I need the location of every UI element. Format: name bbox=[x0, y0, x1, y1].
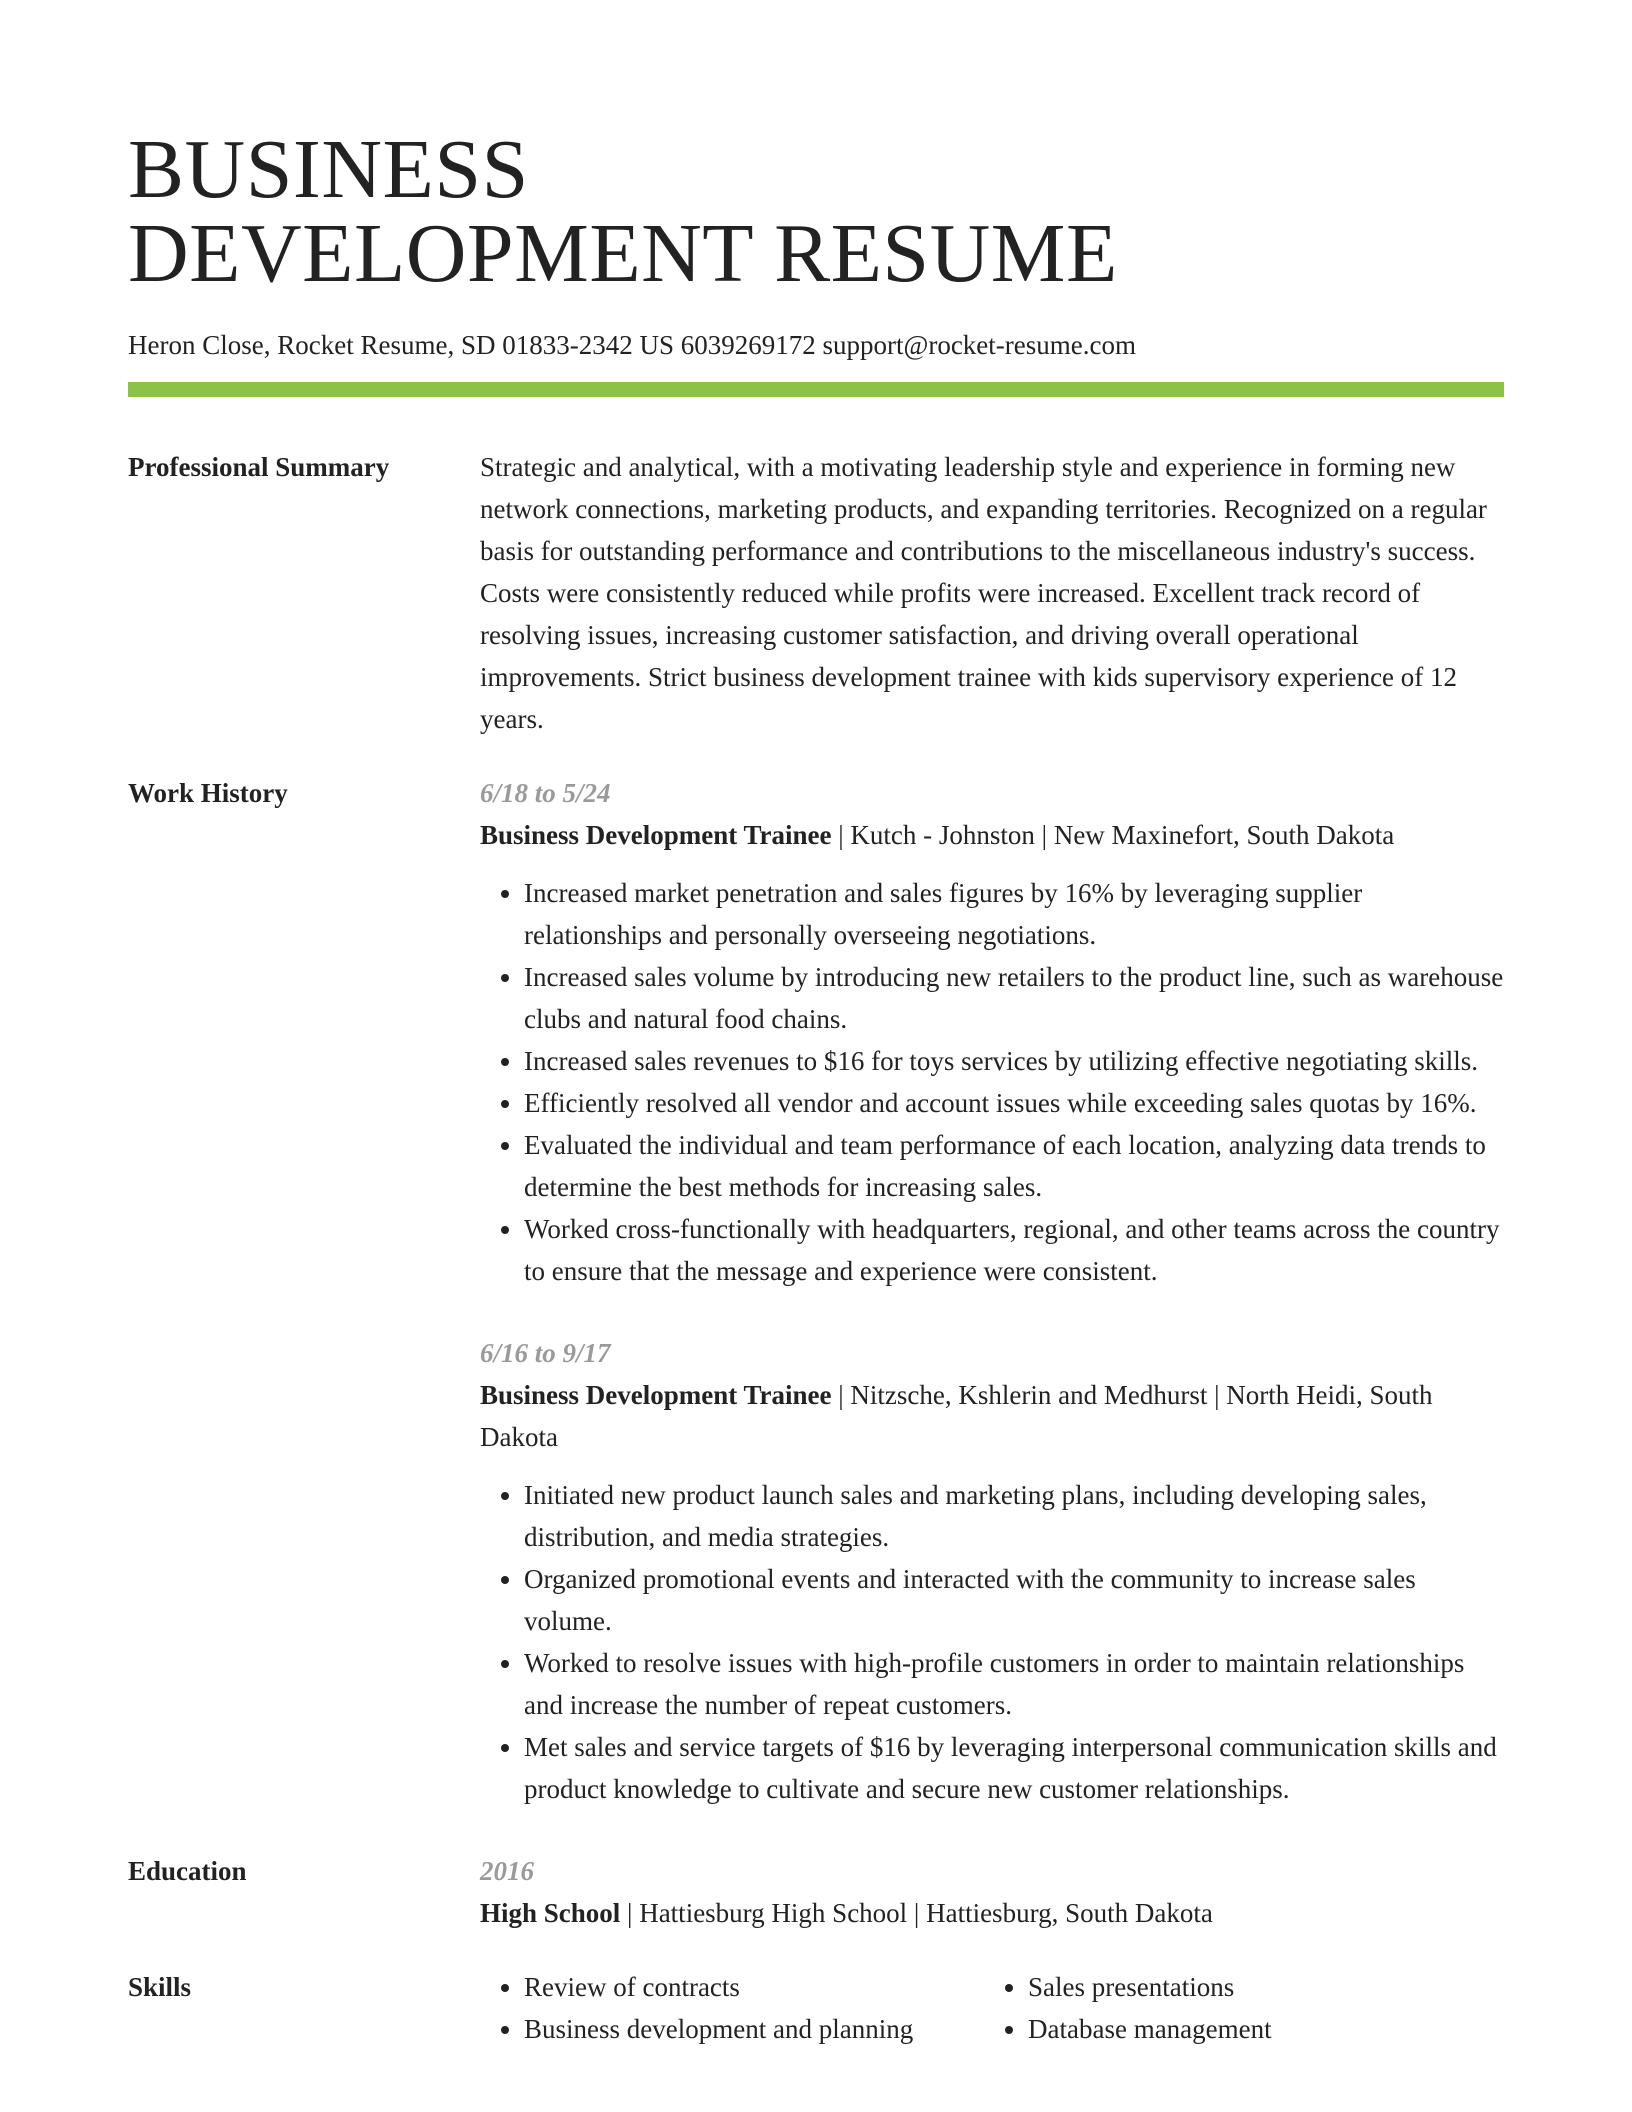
list-item: • Increased market penetration and sales figures by 16% by leveraging supplier relationships and personally overseeing negotiations. bbox=[524, 872, 1504, 956]
job-entry bbox=[480, 772, 1504, 1292]
skills-label: Skills bbox=[128, 1972, 192, 2002]
job-bullets bbox=[480, 1474, 1504, 1810]
job-title: Business Development Trainee bbox=[480, 820, 832, 850]
resume-title bbox=[128, 123, 1504, 300]
education-degree: High School bbox=[480, 1898, 621, 1928]
work-history-label: Work History bbox=[128, 778, 288, 808]
list-item: • Worked cross-functionally with headquarters, regional, and other teams across the country to ensure that the message and experience were consistent. bbox=[524, 1208, 1504, 1292]
job-dates: 6/16 to 9/17 bbox=[480, 1338, 611, 1368]
education-section bbox=[128, 1850, 1504, 1934]
skills-grid bbox=[480, 1966, 1504, 2050]
contact-info: Heron Close, Rocket Resume, SD 01833-2342 US 6039269172 support@rocket-resume.com bbox=[128, 330, 1136, 360]
summary-section bbox=[128, 446, 1504, 740]
job-details: | Kutch - Johnston | New Maxinefort, South Dakota bbox=[831, 820, 1395, 850]
education-heading bbox=[480, 1892, 1504, 1934]
education-body bbox=[480, 1850, 1504, 1934]
list-item: • Efficiently resolved all vendor and account issues while exceeding sales quotas by 16%. bbox=[524, 1082, 1504, 1124]
job-bullets bbox=[480, 872, 1504, 1292]
work-history-body bbox=[480, 772, 1504, 1810]
accent-divider bbox=[128, 382, 1504, 397]
work-history-section bbox=[128, 772, 1504, 1810]
list-item: • Sales presentations bbox=[1028, 1966, 1488, 2008]
title-line-2: DEVELOPMENT RESUME bbox=[128, 207, 1118, 300]
education-date: 2016 bbox=[480, 1856, 534, 1886]
education-details: | Hattiesburg High School | Hattiesburg, South Dakota bbox=[620, 1898, 1213, 1928]
list-item: • Worked to resolve issues with high-profile customers in order to maintain relationships and increase the number of repeat customers. bbox=[524, 1642, 1504, 1726]
title-line-1: BUSINESS bbox=[128, 123, 529, 216]
list-item: • Increased sales revenues to $16 for toys services by utilizing effective negotiating skills. bbox=[524, 1040, 1504, 1082]
job-entry bbox=[480, 1332, 1504, 1810]
list-item: • Business development and planning bbox=[524, 2008, 984, 2050]
skills-column-2 bbox=[984, 1966, 1488, 2050]
list-item: • Review of contracts bbox=[524, 1966, 984, 2008]
job-dates: 6/18 to 5/24 bbox=[480, 778, 611, 808]
summary-text: Strategic and analytical, with a motivating leadership style and experience in forming new network connections, marketing products, and expanding territories. Recognized on a regular basis for outstanding performance and contributions to the miscellaneous industry's success. Costs were consistently reduced while profits were increased. Excellent track record of resolving issues, increasing customer satisfaction, and driving overall operational improvements. Strict business development trainee with kids supervisory experience of 12 years. bbox=[480, 452, 1487, 734]
list-item: • Organized promotional events and interacted with the community to increase sales volume. bbox=[524, 1558, 1504, 1642]
list-item: • Initiated new product launch sales and marketing plans, including developing sales, distribution, and media strategies. bbox=[524, 1474, 1504, 1558]
list-item: • Evaluated the individual and team performance of each location, analyzing data trends to determine the best methods for increasing sales. bbox=[524, 1124, 1504, 1208]
list-item: • Met sales and service targets of $16 by leveraging interpersonal communication skills and product knowledge to cultivate and secure new customer relationships. bbox=[524, 1726, 1504, 1810]
summary-label: Professional Summary bbox=[128, 452, 390, 482]
skills-column-1 bbox=[480, 1966, 984, 2050]
list-item: • Increased sales volume by introducing new retailers to the product line, such as warehouse clubs and natural food chains. bbox=[524, 956, 1504, 1040]
list-item: • Database management bbox=[1028, 2008, 1488, 2050]
job-heading bbox=[480, 1374, 1504, 1458]
job-heading bbox=[480, 814, 1504, 856]
job-title: Business Development Trainee bbox=[480, 1380, 832, 1410]
skills-section bbox=[128, 1966, 1504, 2050]
education-label: Education bbox=[128, 1856, 247, 1886]
job-details: | Nitzsche, Kshlerin and Medhurst | North Heidi, South Dakota bbox=[480, 1380, 1433, 1452]
